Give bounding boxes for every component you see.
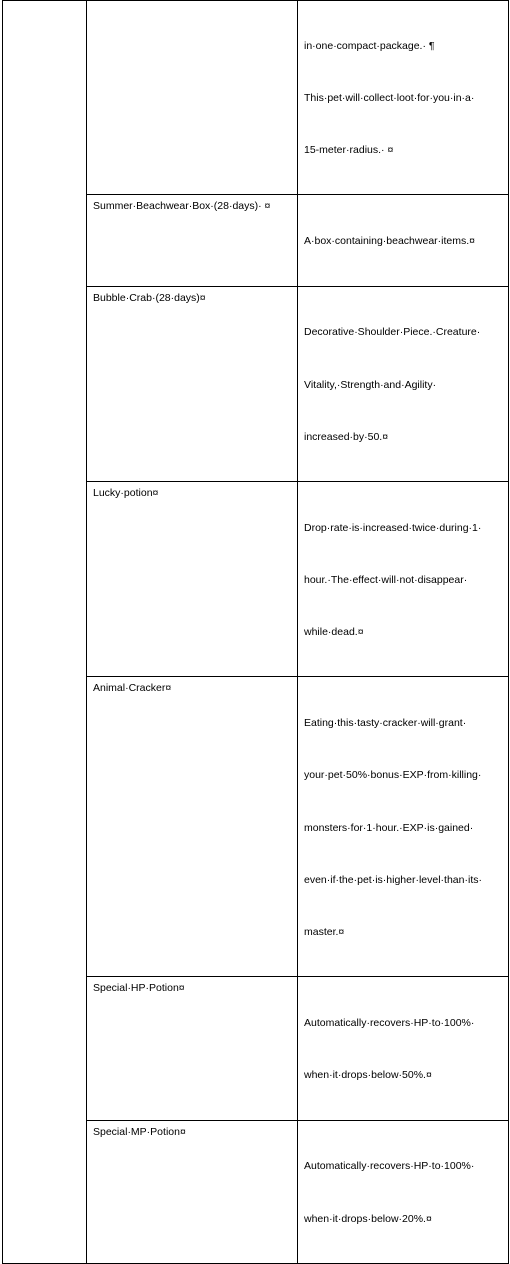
blank-column-cell bbox=[3, 1, 87, 1264]
description-line: Automatically·recovers·HP·to·100%· bbox=[304, 1160, 475, 1173]
item-name-cell bbox=[87, 286, 298, 481]
item-description-cell bbox=[298, 195, 509, 286]
item-name: Lucky·potion¤ bbox=[93, 486, 159, 499]
description-line: Drop·rate·is·increased·twice·during·1· bbox=[304, 521, 482, 534]
item-description-cell bbox=[298, 481, 509, 676]
description-line: 15-meter·radius.· ¤ bbox=[304, 144, 394, 157]
description-line: in·one·compact·package.· ¶ bbox=[304, 39, 435, 52]
item-description-cell bbox=[298, 286, 509, 481]
item-description-cell bbox=[298, 677, 509, 977]
item-name: Special·HP·Potion¤ bbox=[93, 982, 185, 995]
item-name-cell bbox=[87, 1120, 298, 1263]
description-line: A·box·containing·beachwear·items.¤ bbox=[304, 235, 475, 248]
description-line: while·dead.¤ bbox=[304, 626, 364, 639]
item-name-cell bbox=[87, 677, 298, 977]
item-table bbox=[2, 0, 509, 1264]
description-line: increased·by·50.¤ bbox=[304, 430, 389, 443]
item-description-cell bbox=[298, 1120, 509, 1263]
item-name: Summer·Beachwear·Box·(28·days)· ¤ bbox=[93, 200, 271, 213]
item-name-cell bbox=[87, 1, 298, 195]
item-name-cell bbox=[87, 195, 298, 286]
description-line: This·pet·will·collect·loot·for·you·in·a· bbox=[304, 92, 475, 105]
item-name-cell bbox=[87, 481, 298, 676]
description-line: your·pet·50%·bonus·EXP·from·killing· bbox=[304, 769, 482, 782]
description-line: when·it·drops·below·50%.¤ bbox=[304, 1069, 432, 1082]
item-name-cell bbox=[87, 977, 298, 1120]
description-line: Vitality,·Strength·and·Agility· bbox=[304, 378, 437, 391]
description-line: monsters·for·1·hour.·EXP·is·gained· bbox=[304, 821, 474, 834]
description-line: when·it·drops·below·20%.¤ bbox=[304, 1212, 432, 1225]
description-line: even·if·the·pet·is·higher·level·than·its· bbox=[304, 873, 482, 886]
item-name: Bubble·Crab·(28·days)¤ bbox=[93, 291, 206, 304]
description-line: Decorative·Shoulder·Piece.·Creature· bbox=[304, 326, 481, 339]
description-line: hour.·The·effect·will·not·disappear· bbox=[304, 574, 468, 586]
table-row bbox=[3, 1, 509, 195]
item-description-cell bbox=[298, 1, 509, 195]
description-line: Automatically·recovers·HP·to·100%· bbox=[304, 1017, 475, 1030]
description-line: Eating·this·tasty·cracker·will·grant· bbox=[304, 717, 467, 730]
item-name: Animal·Cracker¤ bbox=[93, 682, 172, 695]
item-description-cell bbox=[298, 977, 509, 1120]
item-name: Special·MP·Potion¤ bbox=[93, 1125, 186, 1138]
description-line: master.¤ bbox=[304, 926, 345, 939]
